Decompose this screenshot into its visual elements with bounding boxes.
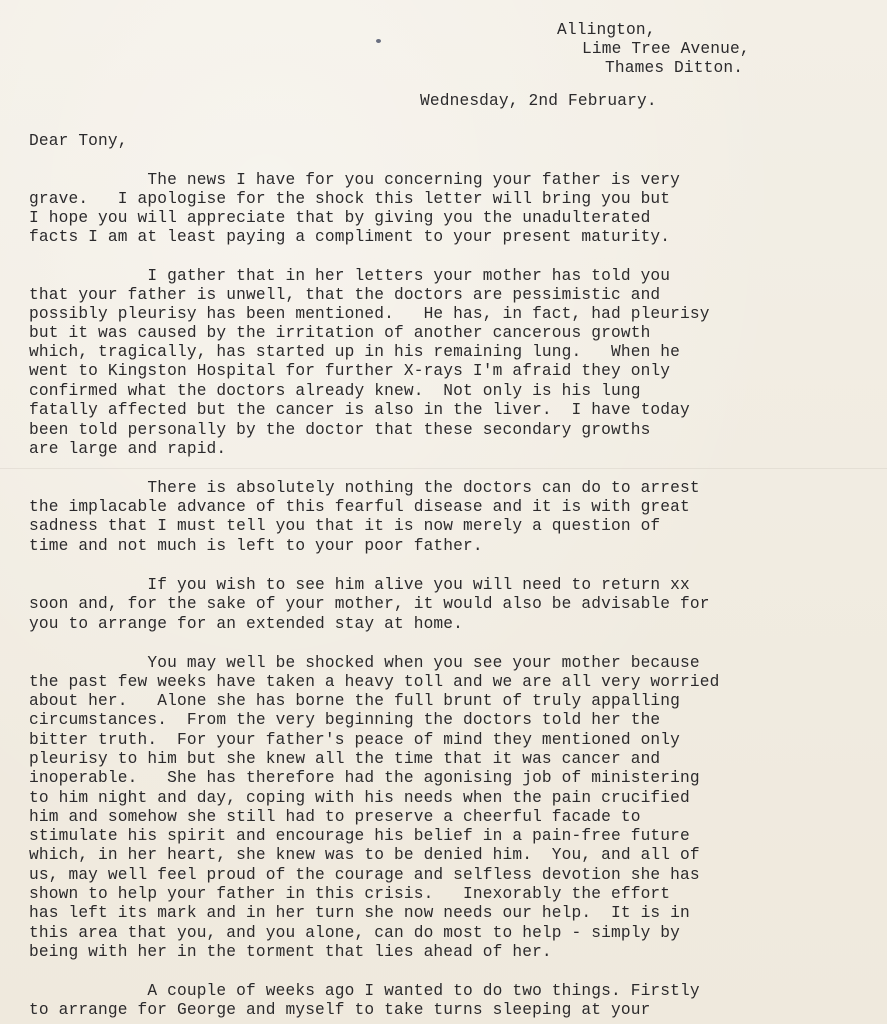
text-line: facts I am at least paying a compliment to your present maturity. [29,228,671,246]
address-line-2: Lime Tree Avenue, [582,40,750,58]
text-line: possibly pleurisy has been mentioned. He has, in fact, had pleurisy [29,305,710,323]
address-line-1: Allington, [557,21,656,39]
letter-date: Wednesday, 2nd February. [420,92,657,110]
text-line: are large and rapid. [29,440,227,458]
text-line: you to arrange for an extended stay at home. [29,615,464,633]
text-line: went to Kingston Hospital for further X-rays I'm afraid they only [29,362,671,380]
text-line: I gather that in her letters your mother has told you [29,267,671,285]
text-line: about her. Alone she has borne the full brunt of truly appalling [29,692,681,710]
salutation: Dear Tony, [29,132,128,150]
text-line: the implacable advance of this fearful disease and it is with great [29,498,690,516]
text-line: the past few weeks have taken a heavy toll and we are all very worried [29,673,720,691]
text-line: this area that you, and you alone, can do most to help - simply by [29,924,681,942]
text-line: A couple of weeks ago I wanted to do two things. Firstly [29,982,700,1000]
text-line: to him night and day, coping with his needs when the pain crucified [29,789,690,807]
text-line: stimulate his spirit and encourage his belief in a pain-free future [29,827,690,845]
text-line: but it was caused by the irritation of another cancerous growth [29,324,651,342]
text-line: being with her in the torment that lies ahead of her. [29,943,552,961]
text-line: to arrange for George and myself to take turns sleeping at your [29,1001,651,1019]
text-line: confirmed what the doctors already knew. Not only is his lung [29,382,641,400]
text-line: pleurisy to him but she knew all the time that it was cancer and [29,750,661,768]
text-line: us, may well feel proud of the courage and selfless devotion she has [29,866,700,884]
text-line: inoperable. She has therefore had the agonising job of ministering [29,769,700,787]
text-line: bitter truth. For your father's peace of mind they mentioned only [29,731,681,749]
text-line: circumstances. From the very beginning the doctors told her the [29,711,661,729]
text-line: grave. I apologise for the shock this letter will bring you but [29,190,671,208]
text-line: been told personally by the doctor that these secondary growths [29,421,651,439]
text-line: has left its mark and in her turn she now needs our help. It is in [29,904,690,922]
text-line: I hope you will appreciate that by giving you the unadulterated [29,209,651,227]
text-line: that your father is unwell, that the doctors are pessimistic and [29,286,661,304]
text-line: fatally affected but the cancer is also in the liver. I have today [29,401,690,419]
text-line: him and somehow she still had to preserve a cheerful facade to [29,808,641,826]
text-line: which, in her heart, she knew was to be denied him. You, and all of [29,846,700,864]
text-line: shown to help your father in this crisis. Inexorably the effort [29,885,671,903]
text-line: There is absolutely nothing the doctors can do to arrest [29,479,700,497]
address-line-3: Thames Ditton. [605,59,744,77]
paper-crease [0,468,887,469]
text-line: sadness that I must tell you that it is now merely a question of [29,517,661,535]
ink-speck [376,39,381,43]
text-line: time and not much is left to your poor father. [29,537,483,555]
text-line: The news I have for you concerning your father is very [29,171,681,189]
text-line: soon and, for the sake of your mother, it would also be advisable for [29,595,710,613]
text-line: which, tragically, has started up in his remaining lung. When he [29,343,681,361]
text-line: If you wish to see him alive you will need to return xx [29,576,690,594]
text-line: You may well be shocked when you see your mother because [29,654,700,672]
